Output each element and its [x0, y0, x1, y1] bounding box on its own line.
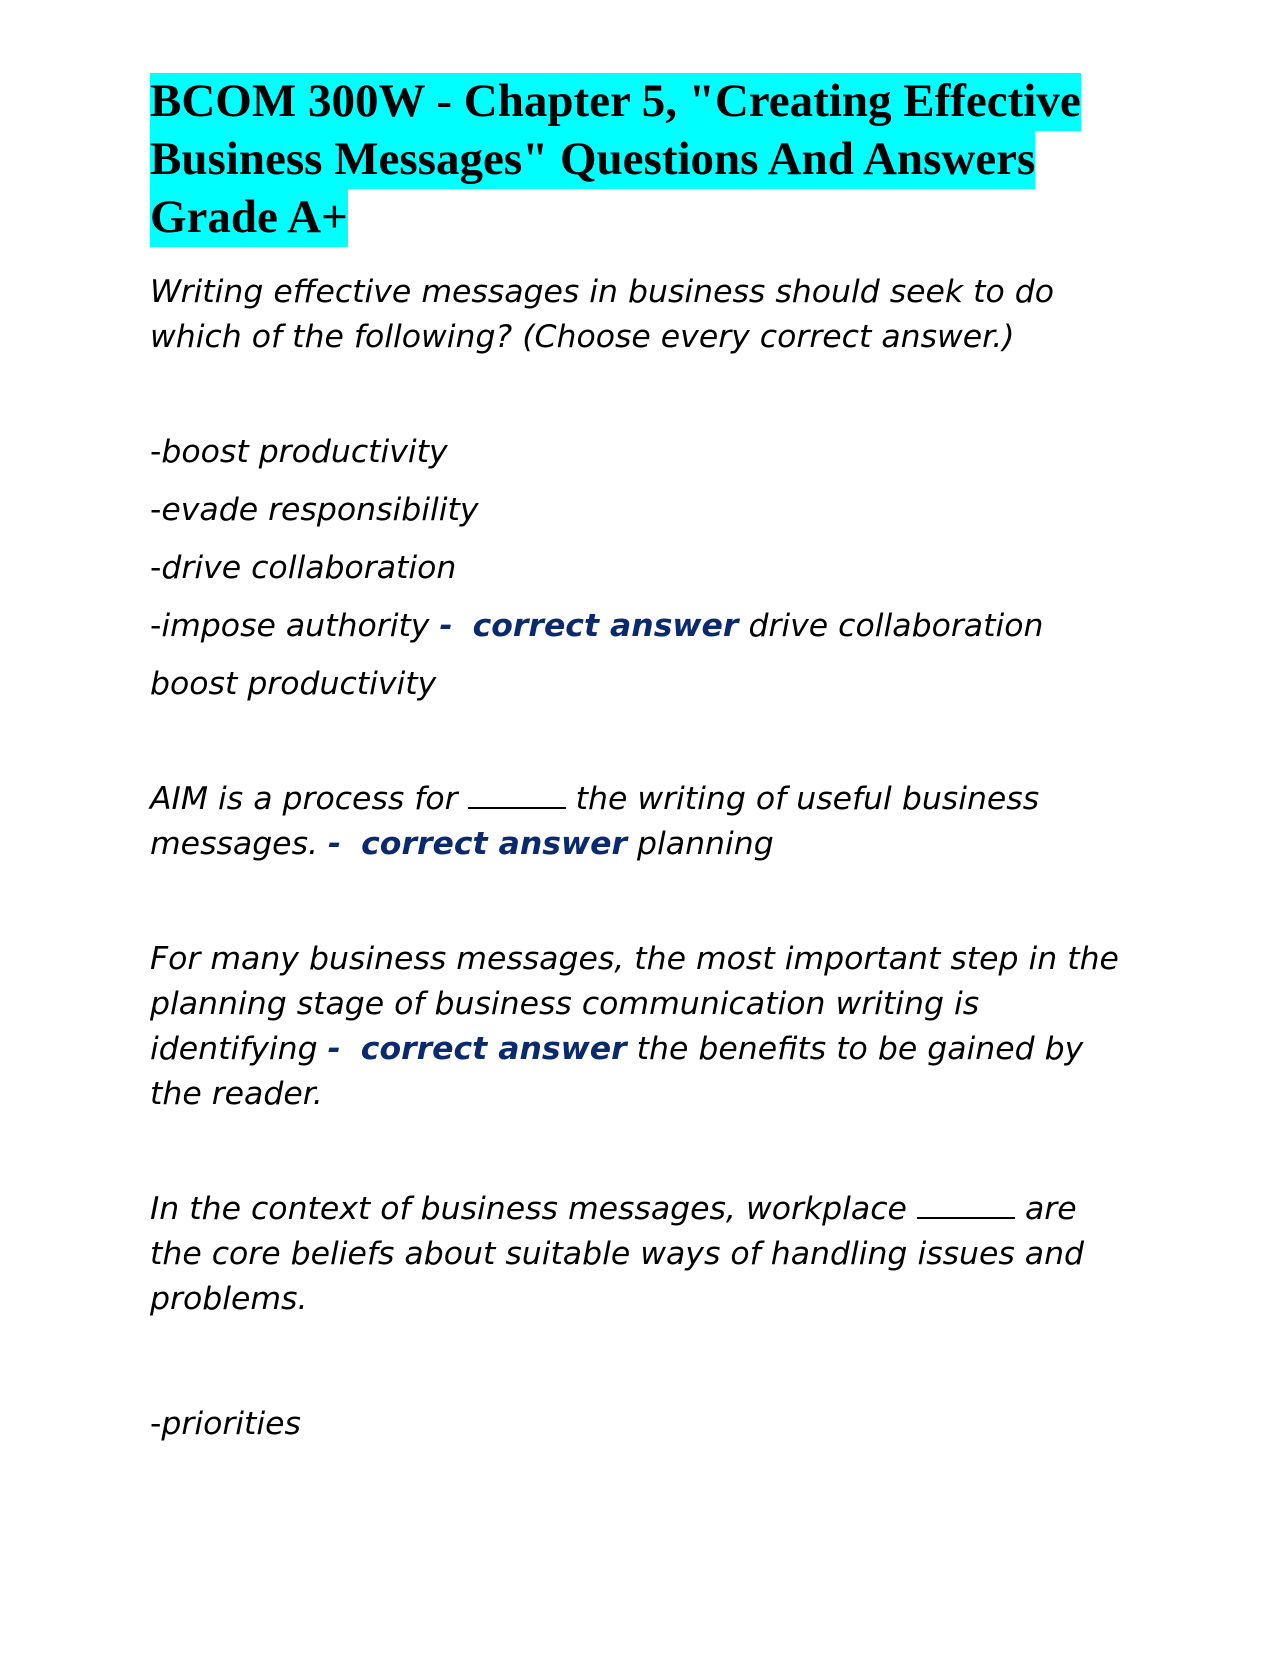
correct-answer-label: correct answer: [472, 608, 739, 644]
option-text: priorities: [161, 1406, 301, 1442]
question-4-text-cont: are the core beliefs about suitable ways of handling issues and problems.: [150, 1191, 1085, 1317]
option-text: drive collaboration: [161, 550, 457, 586]
title-highlight: BCOM 300W - Chapter 5, "Creating Effective Business Messages" Questions And Answers Grade A+: [150, 73, 1081, 247]
option-text: impose authority: [161, 608, 430, 644]
option-dash: -: [150, 1406, 162, 1442]
correct-answer-label: correct answer: [361, 826, 627, 862]
answer-text: planning: [637, 826, 774, 862]
option-item: [150, 604, 1130, 649]
question-3: [150, 937, 1130, 1117]
question-1-text: Writing effective messages in business should seek to do which of the following? (Choose every correct answer.): [150, 274, 1055, 355]
fill-in-blank: [917, 1189, 1015, 1219]
question-3-text: For many business messages, the most important step in the planning stage of business communication writing is identifying: [150, 941, 1119, 1067]
option-dash: -: [150, 608, 162, 644]
question-2: [150, 777, 1130, 867]
answer-dash: -: [327, 1031, 341, 1067]
question-4-text: In the context of business messages, workplace: [150, 1191, 907, 1227]
option-dash: -: [150, 492, 162, 528]
option-text: boost productivity: [161, 434, 448, 470]
question-2-text: AIM is a process for: [150, 781, 458, 817]
answer-continuation: [150, 662, 1130, 707]
fill-in-blank: [468, 779, 566, 809]
question-1: [150, 270, 1130, 360]
option-item: [150, 546, 1130, 591]
option-item: [150, 488, 1130, 533]
option-dash: -: [150, 434, 162, 470]
option-item: [150, 1402, 1130, 1447]
document-page: [150, 72, 1130, 1447]
document-title: [150, 72, 1130, 246]
option-item: [150, 430, 1130, 475]
answer-text: boost productivity: [150, 666, 437, 702]
answer-text: the benefits to be gained by the reader.: [150, 1031, 1084, 1112]
question-4: [150, 1187, 1130, 1322]
question-2-text-cont: the writing of useful business messages.: [150, 781, 1040, 862]
option-text: evade responsibility: [161, 492, 479, 528]
answer-dash: -: [439, 608, 453, 644]
answer-dash: -: [328, 826, 342, 862]
answer-text: drive collaboration: [748, 608, 1044, 644]
document-body: [150, 270, 1130, 1447]
correct-answer-label: correct answer: [360, 1031, 627, 1067]
option-dash: -: [150, 550, 162, 586]
